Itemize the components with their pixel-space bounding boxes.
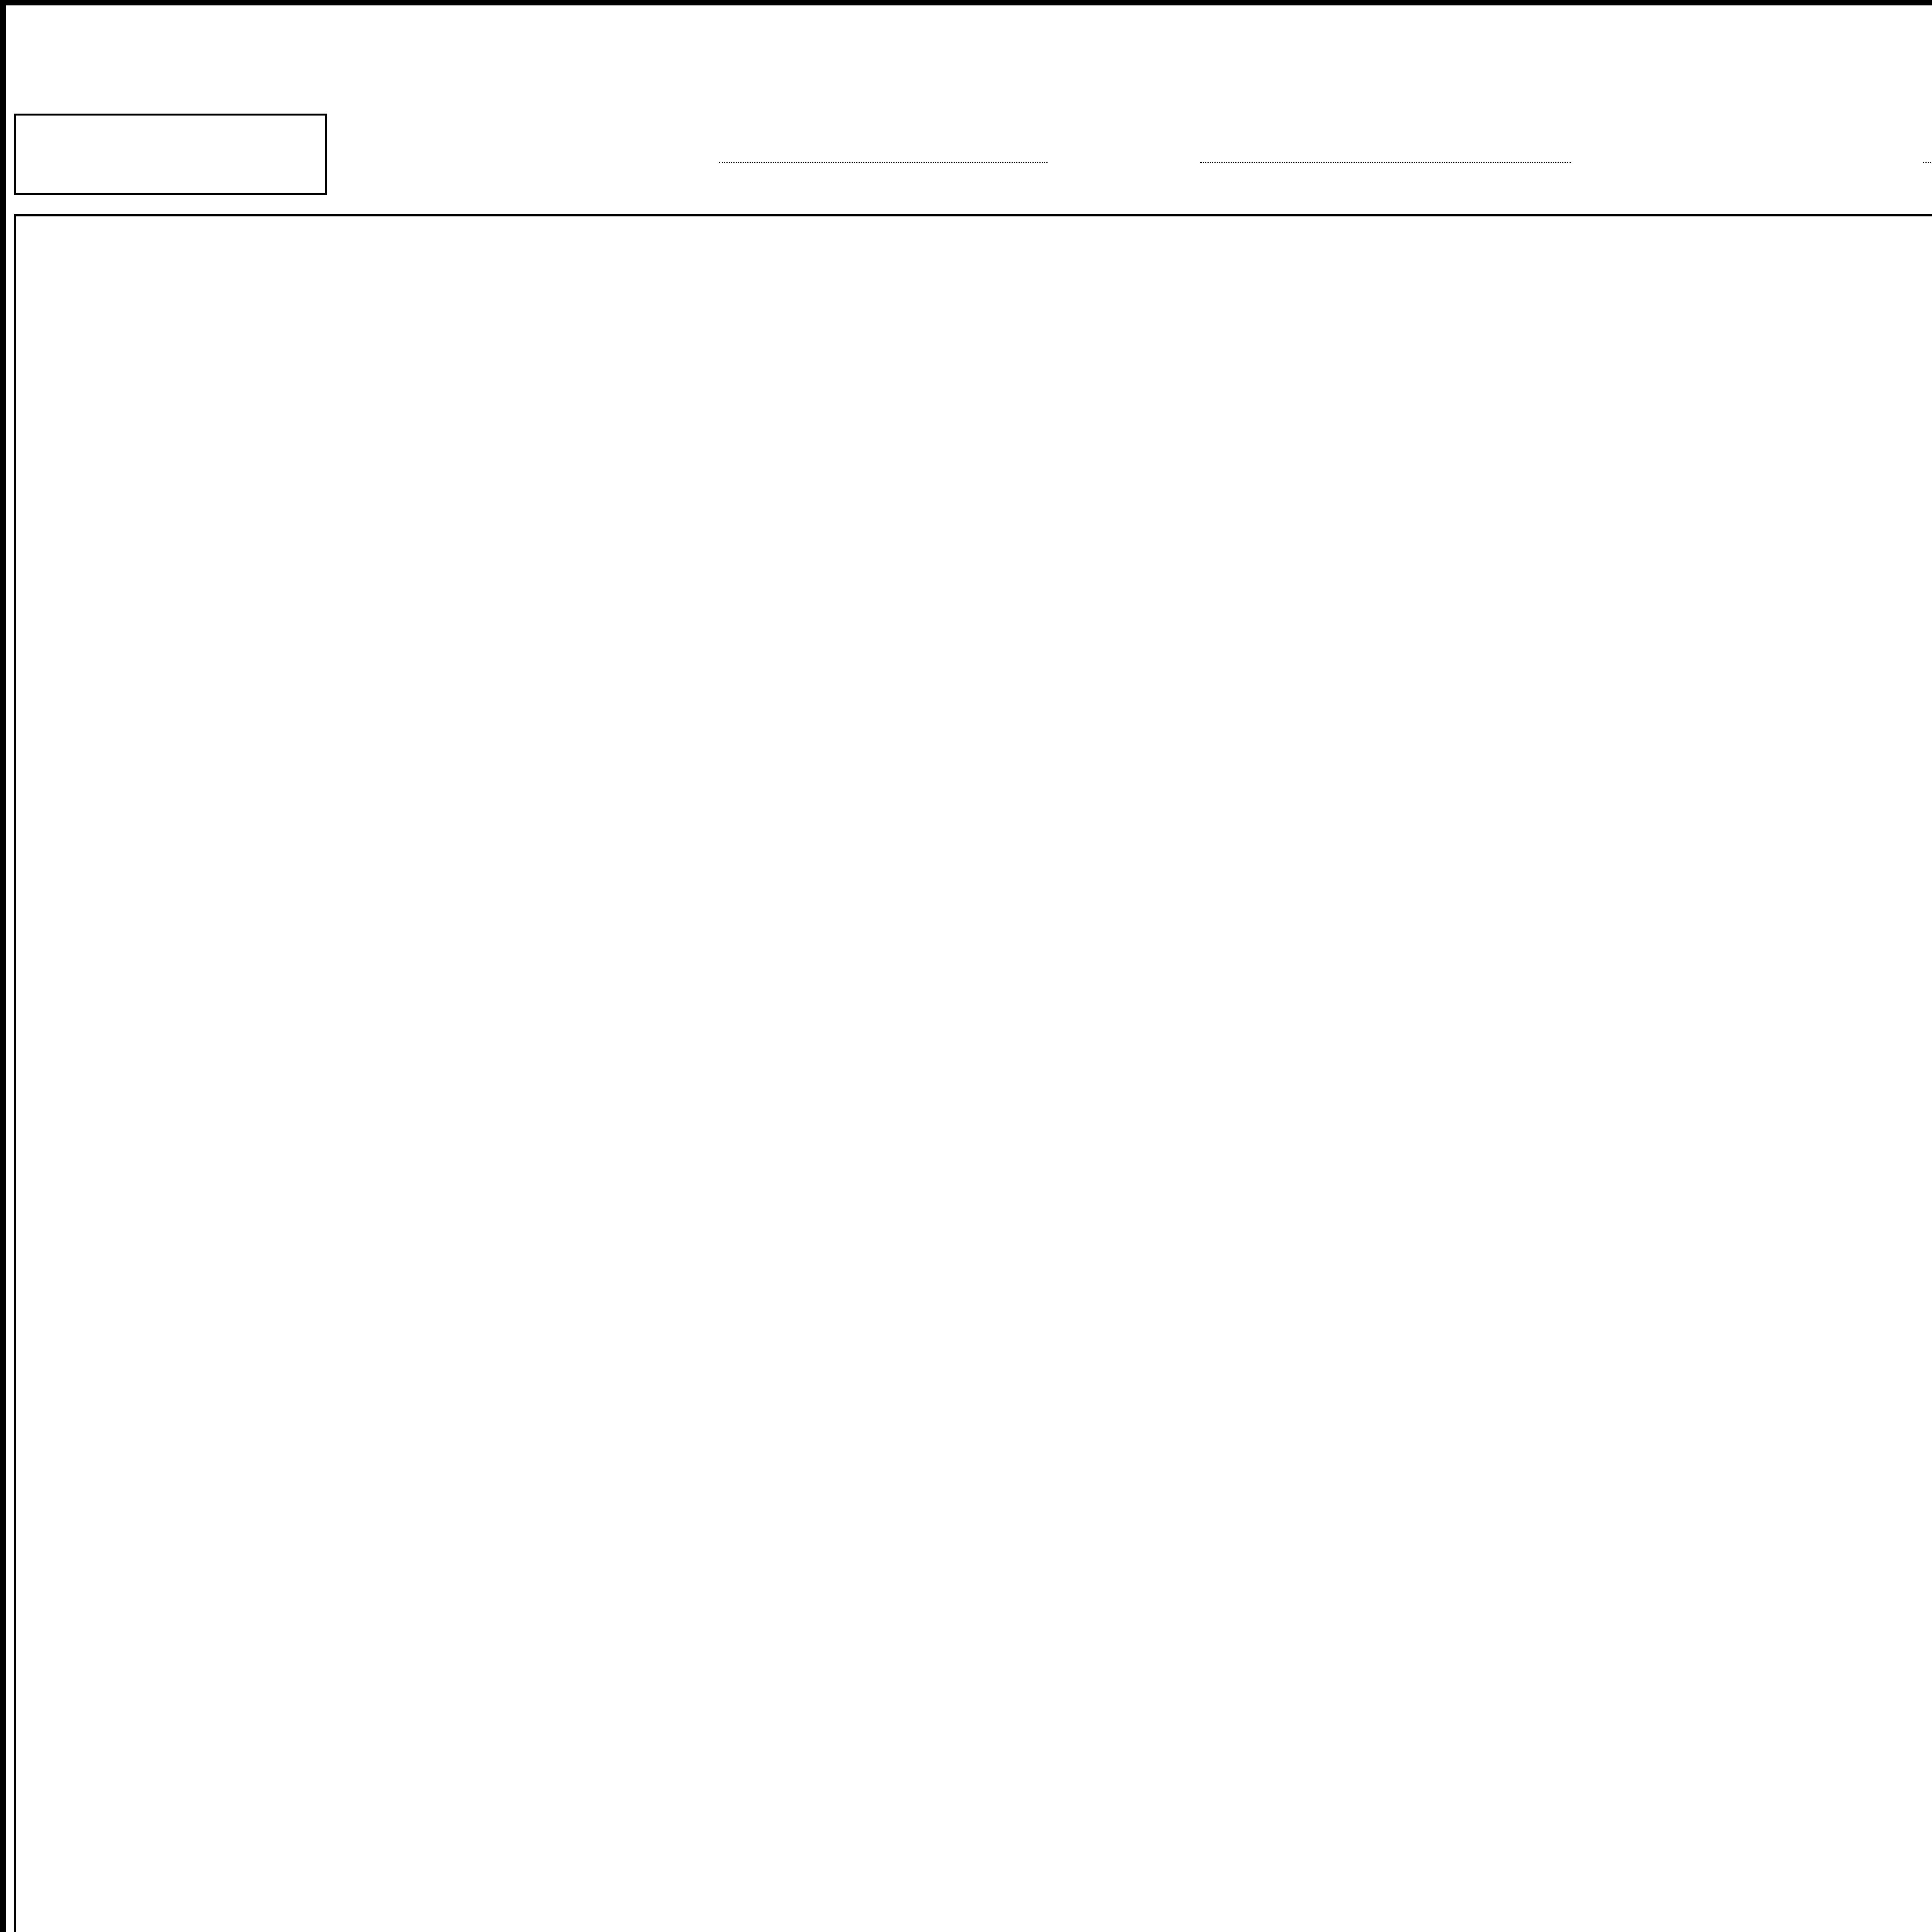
- register-page: [6, 5, 1932, 1932]
- volgnummer-header: [12, 276, 35, 469]
- register-grid: [6, 5, 1932, 1932]
- col2-description: [37, 305, 528, 475]
